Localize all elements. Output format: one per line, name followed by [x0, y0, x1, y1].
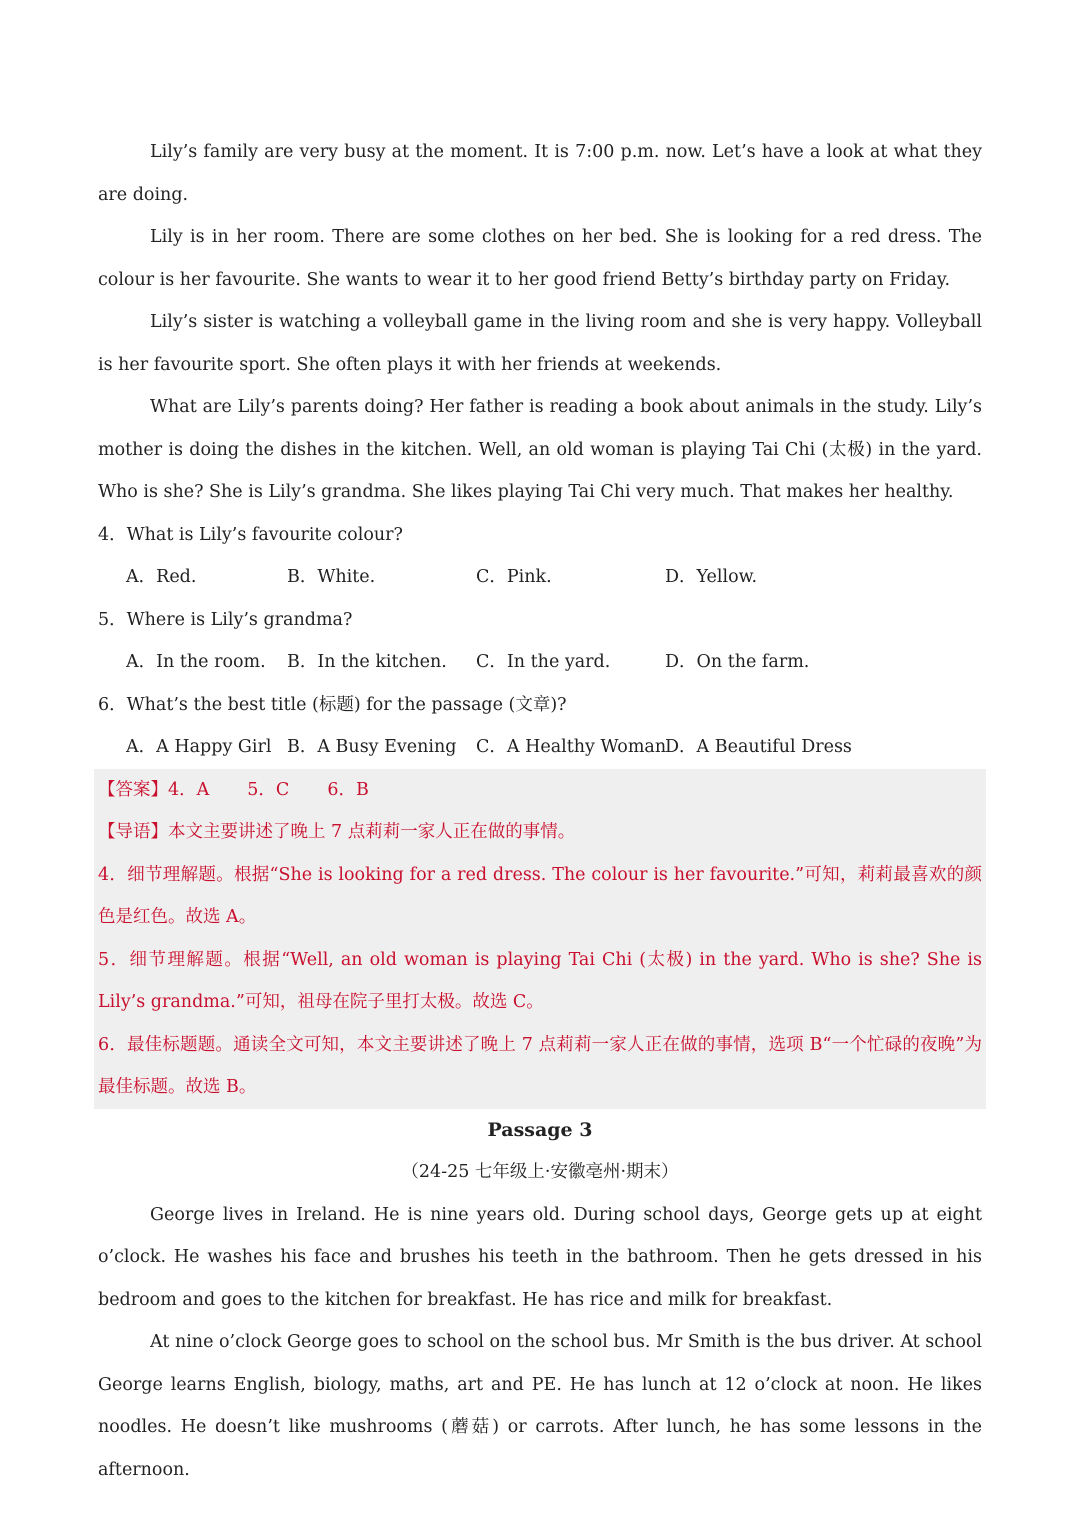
passage2-paragraph-4: What are Lily’s parents doing? Her father is reading a book about animals in the study. Lily’s mother is doing the dishes in the kitchen. Well, an old woman is playing Tai Chi (太极) in the yard. Who is she? She is Lily’s grandma. She likes playing Tai Chi very much. That makes her healthy. [98, 397, 982, 502]
option-a: A．In the room. [126, 652, 266, 672]
explanation-4: 4．细节理解题。根据“She is looking for a red dress. The colour is her favourite.”可知，莉莉最喜欢的颜色是红色。故选 A。 [98, 864, 982, 927]
option-a: A．A Happy Girl [126, 737, 272, 757]
passage3-paragraph-1: George lives in Ireland. He is nine years old. During school days, George gets up at eight o’clock. He washes his face and brushes his teeth in the bathroom. Then he gets dressed in his bedroom and goes to the kitchen for breakfast. He has rice and milk for breakfast. [98, 1204, 982, 1310]
option-b: B．White. [287, 567, 376, 587]
question-5-options [98, 641, 982, 684]
answer-item: 4．A [168, 779, 210, 800]
option-c: C．Pink. [476, 567, 552, 587]
answer-box [94, 769, 986, 1109]
question-6-options [98, 726, 982, 769]
answer-label: 【答案】 [98, 779, 168, 800]
option-a: A．Red. [126, 567, 197, 587]
answer-item: 6．B [327, 779, 369, 800]
passage3-paragraph-2: At nine o’clock George goes to school on the school bus. Mr Smith is the bus driver. At school George learns English, biology, maths, art and PE. He has lunch at 12 o’clock at noon. He likes noodles. He doesn’t like mushrooms (蘑菇) or carrots. After lunch, he has some lessons in the afternoon. [98, 1332, 982, 1480]
explanation-6: 6．最佳标题题。通读全文可知，本文主要讲述了晚上 7 点莉莉一家人正在做的事情，选项 B“一个忙碌的夜晚”为最佳标题。故选 B。 [98, 1034, 982, 1097]
option-d: D．On the farm. [665, 652, 810, 672]
passage2-paragraph-3: Lily’s sister is watching a volleyball game in the living room and she is very happy. Volleyball is her favourite sport. She often plays it with her friends at weekends. [98, 312, 982, 375]
option-d: D．A Beautiful Dress [665, 737, 852, 757]
passage2-paragraph-2: Lily is in her room. There are some clothes on her bed. She is looking for a red dress. The colour is her favourite. She wants to wear it to her good friend Betty’s birthday party on Friday. [98, 227, 982, 290]
answer-item: 5．C [247, 779, 290, 800]
option-b: B．In the kitchen. [287, 652, 447, 672]
option-d: D．Yellow. [665, 567, 758, 587]
answer-line [98, 769, 982, 812]
option-b: B．A Busy Evening [287, 737, 457, 757]
option-c: C．A Healthy Woman [476, 737, 667, 757]
passage2-paragraph-1: Lily’s family are very busy at the moment. It is 7:00 p.m. now. Let’s have a look at what they are doing. [98, 142, 982, 205]
document-page [98, 131, 982, 1491]
question-6-stem: 6．What’s the best title (标题) for the passage (文章)? [98, 694, 567, 715]
question-4-stem: 4．What is Lily’s favourite colour? [98, 524, 403, 545]
question-4-options [98, 556, 982, 599]
answer-guide: 【导语】本文主要讲述了晚上 7 点莉莉一家人正在做的事情。 [98, 822, 576, 842]
passage3-source: （24-25 七年级上·安徽亳州·期末） [401, 1162, 679, 1182]
explanation-5: 5．细节理解题。根据“Well, an old woman is playing Tai Chi (太极) in the yard. Who is she? She is Lily’s grandma.”可知，祖母在院子里打太极。故选 C。 [98, 949, 982, 1012]
option-c: C．In the yard. [476, 652, 611, 672]
question-5-stem: 5．Where is Lily’s grandma? [98, 609, 353, 630]
passage3-title: Passage 3 [487, 1118, 593, 1141]
